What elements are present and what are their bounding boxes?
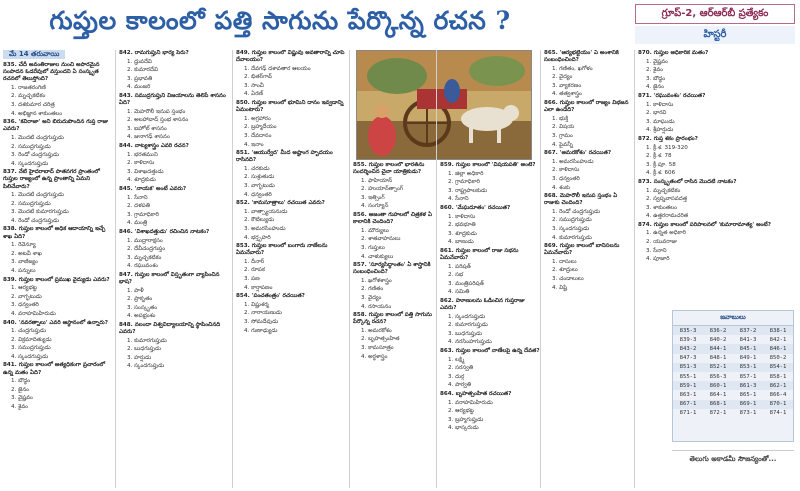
answer-row [673, 335, 793, 344]
answer-cell: 841-3 [739, 336, 757, 343]
question: 842. రామగుప్తుని భార్య పేరు? [119, 50, 189, 56]
question: 835. చేదీ అవంతిరాజుల నుంచి అపారమైన సంపాదన ఓడరేవులో వస్తుందని ఏ సంస్కృత రచనలో తెలుస్తోంది? [3, 62, 100, 83]
answer-row [673, 400, 793, 409]
answer-table [673, 326, 793, 418]
answer-cell: 837-2 [733, 326, 763, 335]
answer-cell: 840-2 [709, 336, 727, 343]
answer-option: 4. సంగ్యూన్ [361, 203, 389, 210]
answer-row [673, 363, 793, 372]
answer-option: 2. భవభూతి [448, 222, 476, 229]
answer-option: 3. వైద్యం [361, 295, 382, 301]
answer-option: 4. క్రీ.శ. 606 [646, 170, 676, 177]
answer-option: 2. కౌటిల్యుడు [244, 217, 275, 224]
question: 868. మెహరౌలీ ఇనుప స్తంభం ఏ రాజుకు చెందింది? [544, 193, 618, 207]
question: 852. 'కామసూత్రాలు' రచయిత ఎవరు? [236, 200, 325, 207]
answer-option: 4. భాస్కరుడు [448, 425, 479, 432]
answer-cell: 847-3 [679, 355, 697, 362]
answer-row [673, 381, 793, 390]
answer-option: 1. ధ్రువదేవి [127, 58, 152, 65]
answer-option: 1. వైష్ణవం [646, 58, 668, 65]
answer-option: 2. గణితం [361, 286, 384, 293]
answer-option: 3. విశాఖదత్తుడు [127, 168, 164, 175]
answer-option: 4. సేనాని [448, 196, 469, 203]
answer-option: 2. శాతవాహనులు [361, 236, 401, 243]
answer-option: 3. పణ [244, 276, 260, 283]
answer-option: 3. వాగ్భటుడు [244, 183, 275, 189]
answer-option: 1. అమరకోశం [361, 327, 392, 334]
question: 873. సంస్కృతంలో రాసిన మొదటి నాటకం? [638, 178, 737, 185]
answer-option: 1. కుమారగుప్తుడు [127, 337, 167, 344]
question: 848. నలందా విశ్వవిద్యాలయాన్ని స్థాపించినది ఎవరు? [119, 322, 221, 336]
answer-option: 4. ధన్వంతరి [244, 191, 272, 198]
question: 859. గుప్తుల కాలంలో 'విషయపతి' అంటే? [440, 162, 536, 168]
answer-cell: 848-1 [709, 355, 727, 362]
answer-option: 1. ఉన్నత అధికారి [646, 230, 686, 237]
answer-cell: 864-1 [709, 391, 727, 398]
answer-option: 1. లక్ష్మి [448, 356, 465, 363]
answer-option: 2. వాగ్భటుడు [11, 293, 42, 300]
answer-option: 1. జిల్లా అధికారి [448, 170, 484, 177]
answer-row [673, 344, 793, 353]
answer-cell: 873-1 [739, 410, 757, 417]
answer-option: 2. శూద్రులు [552, 267, 578, 274]
answer-option: 4. అభిజ్ఞాన శాకుంతలం [11, 110, 63, 117]
answer-option: 3. స్కందగుప్తుడు [552, 225, 590, 232]
answer-option: 4. మంత్రి [127, 220, 148, 227]
answer-option: 2. యువరాజు [646, 239, 677, 246]
answer-option: 4. తత్వశాస్త్రం [552, 91, 582, 98]
question: 855. గుప్తుల కాలంలో భారత్‌ను సందర్శించిన చైనా యాత్రికుడు? [353, 162, 425, 176]
question-column-4 [353, 162, 435, 488]
answer-option: 4. జైనం [646, 84, 664, 91]
answer-cell: 835-3 [673, 326, 703, 335]
badge-line2: హిస్టరీ [635, 26, 795, 44]
answer-option: 1. వరాహమిహిరుడు [448, 399, 493, 406]
answer-option: 3. సాంచీ [244, 82, 264, 89]
answer-row [673, 354, 793, 363]
answer-cell: 861-3 [733, 381, 763, 390]
answer-cell: 839-3 [679, 336, 697, 343]
answer-option: 2. రూపక [244, 267, 265, 274]
question: 837. నేటి హైదరాబాద్ పాతనగర ప్రాంతంలో గుప్తుల రాజ్యంలో ఉన్న ప్రాంతాన్ని ఏమని పిలిచేవారు? [3, 169, 100, 190]
answer-option: 3. మొదటి కుమారగుప్తుడు [11, 209, 69, 216]
answer-option: 2. ఆర్యభట్ట [448, 408, 474, 415]
question: 858. గుప్తుల కాలంలో పత్తి సాగును పేర్కొన్న రచన? [353, 312, 432, 326]
question: 854. 'పంచతంత్రం' రచయిత? [236, 293, 305, 300]
question: 874. గుప్తుల కాలంలో పరిపాలనలో 'కుమారామాత్య' అంటే? [638, 221, 771, 228]
answer-option: 3. బౌద్ధం [646, 75, 666, 82]
question: 865. 'ఆర్యభట్టీయం' ఏ అంశానికి సంబంధించింది? [544, 50, 619, 64]
question: 850. గుప్తుల కాలంలో భూమిని దానం ఇవ్వడాన్ని ఏమంటారు? [236, 100, 344, 114]
question: 846. 'విశాఖదత్తుడు' రచించిన నాటకం? [119, 228, 210, 235]
answer-cell: 860-1 [703, 381, 733, 390]
answer-option: 1. మొదటి చంద్రగుప్తుడు [11, 192, 64, 199]
answer-option: 3. మృచ్ఛకటికం [127, 254, 162, 261]
answer-option: 2. కుమారగుప్తుడు [448, 322, 488, 329]
answer-option: 1. విష్ణుశర్మ [244, 301, 269, 308]
answer-option: 2. అలహాబాద్ స్తంభ శాసనం [127, 117, 189, 124]
answer-option: 2. కుమారదేవి [127, 67, 158, 74]
answer-cell: 850-2 [769, 355, 787, 362]
answer-option: 3. అమరసింహుడు [244, 225, 286, 232]
answer-option: 1. పరిషత్ [448, 263, 471, 270]
answer-row [673, 372, 793, 381]
answer-option: 3. హర్షుడు [127, 354, 152, 361]
answer-cell: 842-1 [769, 336, 787, 343]
answer-option: 2. దళపతి [127, 203, 151, 210]
answer-option: 2. బుధగుప్తుడు [127, 346, 162, 353]
answer-key-title: జవాబులు [673, 311, 793, 326]
answer-option: 3. సంస్కృతం [127, 304, 158, 311]
answer-option: 2. సముద్రగుప్తుడు [552, 217, 592, 224]
headline: గుప్తుల కాలంలో పత్తి సాగును పేర్కొన్న రచన ? [49, 6, 511, 35]
answer-option: 2. బ్రహ్మదేయం [244, 124, 277, 131]
answer-option: 4. రసాయనం [361, 303, 392, 310]
continued-tag: మే 14 తరువాయి [3, 50, 65, 59]
answer-option: 2. క్రీ.శ. 78 [646, 153, 672, 160]
answer-option: 4. రెండో చంద్రగుప్తుడు [11, 217, 60, 224]
answer-cell: 874-1 [769, 410, 787, 417]
answer-option: 3. దేవదానం [244, 132, 272, 139]
answer-option: 1. స్కందగుప్తుడు [448, 313, 486, 320]
answer-row [673, 409, 793, 418]
answer-key [672, 310, 794, 442]
question: 864. బృహత్సంహిత రచయిత? [440, 391, 512, 398]
answer-option: 2. సభ [448, 272, 464, 279]
question: 856. అజంతా గుహలలో చిత్రకళ ఏ కాలానికి చెందింది? [353, 212, 432, 226]
answer-option: 1. ఫాహియాన్ [361, 177, 393, 184]
question: 867. 'అమరకోశం' రచయిత? [544, 150, 612, 157]
badge-line1: గ్రూప్-2, ఆర్ఆర్‌బీ ప్రత్యేకం [635, 4, 795, 24]
answer-option: 1. గణితం, ఖగోళం [552, 65, 593, 72]
answer-option: 3. సముద్రగుప్తుడు [11, 345, 51, 352]
answer-option: 1. భరతముని [127, 151, 158, 158]
question: 839. గుప్తుల కాలంలో ప్రముఖ వైద్యుడు ఎవరు? [3, 276, 110, 283]
answer-cell: 845-1 [733, 344, 763, 353]
answer-option: 3. మాఘుడు [646, 118, 675, 125]
question: 872. గుప్త శకం ప్రారంభం? [638, 135, 698, 142]
answer-option: 3. గ్రామం [552, 132, 573, 139]
question: 838. గుప్తుల కాలంలో అధిక ఆదాయాన్ని ఇచ్చే శాఖ ఏది? [3, 226, 106, 240]
answer-option: 1. చరకుడు [244, 165, 270, 172]
answer-option: 1. ఆర్యభట్ట [11, 285, 37, 292]
question: 843. సముద్రగుప్తుని విజయాలను తెలిపే శాసనం ఏది? [119, 92, 226, 107]
answer-row [673, 326, 793, 335]
question: 847. గుప్తుల కాలంలో విస్తృతంగా వ్యాపించిన భాష? [119, 271, 220, 286]
answer-option: 3. సోమదేవుడు [244, 319, 279, 325]
answer-option: 1. ఖగోళశాస్త్రం [361, 277, 392, 284]
answer-option: 1. దాసులు [552, 258, 577, 265]
answer-option: 4. శంకు [552, 184, 570, 191]
answer-option: 2. గ్రామాధికారి [448, 179, 480, 186]
question: 857. 'సూర్యసిద్ధాంతం' ఏ శాస్త్రానికి సంబంధించింది? [353, 262, 431, 276]
answer-row [673, 390, 793, 399]
question: 840. 'నవరత్నాలు' ఎవరి ఆస్థానంలో ఉన్నారు? [3, 319, 108, 326]
footer-credit: తెలుగు అకాడమీ సౌజన్యంతో... [672, 450, 794, 468]
question-column-7 [638, 50, 796, 305]
answer-option: 1. మృచ్ఛకటికం [646, 187, 681, 194]
answer-option: 2. జైనం [11, 386, 29, 393]
answer-option: 2. దేవీచంద్రగుప్తం [127, 246, 166, 253]
answer-option: 4. ఉత్తరరామచరిత [646, 213, 689, 220]
answer-option: 1. భుక్తి [552, 115, 569, 122]
answer-cell: 846-1 [763, 344, 793, 353]
answer-option: 4. చాళుక్యులు [361, 253, 394, 260]
answer-option: 4. అపభ్రంశం [127, 313, 156, 320]
answer-option: 3. రెండో చంద్రగుప్తుడు [11, 152, 60, 159]
answer-option: 3. గ్రామాధికారి [127, 211, 159, 218]
question: 869. గుప్తుల కాలంలో బానిసలను ఏమనేవారు? [544, 243, 620, 257]
question: 860. 'మేఘదూతం' రచయిత? [440, 204, 511, 211]
answer-option: 4. స్కందగుప్తుడు [127, 363, 165, 370]
answer-option: 4. పార్వతి [448, 382, 472, 389]
answer-option: 1. సేనాని [127, 194, 148, 201]
answer-option: 4. రఘువంశం [127, 263, 159, 270]
answer-cell: 851-3 [673, 363, 703, 372]
answer-option: 4. స్కందగుప్తుడు [11, 353, 49, 360]
answer-cell: 871-1 [679, 410, 697, 417]
answer-cell: 866-4 [769, 391, 787, 398]
question: 853. గుప్తుల కాలంలో బంగారు నాణేలను ఏమనేవారు? [236, 243, 328, 257]
answer-option: 1. దీనార్ [244, 258, 265, 265]
answer-option: 1. అమరసింహుడు [552, 158, 594, 165]
answer-option: 2. హుయాన్‌త్సాంగ్ [361, 186, 404, 193]
answer-option: 3. శూద్రకుడు [448, 230, 477, 237]
answer-option: 2. శైవం [646, 67, 664, 74]
answer-option: 4. గుణాఢ్యుడు [244, 327, 278, 334]
answer-option: 4. అర్థశాస్త్రం [361, 353, 388, 360]
answer-cell: 843-2 [673, 344, 703, 353]
section-badge [635, 4, 795, 44]
answer-option: 3. ఐహోల్ శాసనం [127, 125, 167, 132]
answer-option: 4. విష్టి [552, 284, 568, 291]
answer-option: 2. ప్రాకృతం [127, 296, 153, 303]
answer-cell: 844-1 [703, 344, 733, 353]
answer-option: 3. వైష్ణవం [11, 395, 33, 402]
answer-cell: 856-3 [709, 373, 727, 380]
question-column-2 [119, 50, 231, 488]
answer-option: 1. పాళీ [127, 287, 144, 294]
answer-cell: 870-1 [763, 400, 793, 409]
answer-option: 2. సుశ్రుతుడు [244, 174, 275, 181]
answer-option: 3. ప్రభావతి [127, 75, 153, 82]
answer-cell: 838-1 [763, 326, 793, 335]
answer-option: 2. భారవి [646, 110, 667, 117]
answer-option: 1. దేవగఢ్ దశావతార ఆలయం [244, 65, 311, 72]
answer-cell: 868-1 [703, 400, 733, 409]
answer-option: 3. ధన్వంతరి [11, 302, 39, 309]
answer-option: 3. మంత్రిపరిషత్ [448, 280, 484, 287]
answer-option: 2. సముద్రగుప్తుడు [11, 143, 51, 150]
answer-option: 4. మంజరి [127, 84, 151, 91]
answer-option: 3. బుధగుప్తుడు [448, 330, 483, 337]
answer-option: 2. మృచ్ఛకటికం [11, 93, 46, 100]
question: 861. గుప్తుల కాలంలో రాజు సభను ఏమనేవారు? [440, 247, 519, 262]
answer-option: 2. వైద్యం [552, 74, 573, 81]
answer-option: 3. క్రీ.పూ. 58 [646, 161, 676, 168]
answer-option: 3. ధన్వంతరి [552, 175, 580, 182]
answer-cell: 859-1 [673, 381, 703, 390]
answer-option: 1. చంద్రగుప్తుడు [11, 328, 47, 335]
answer-option: 3. ఇత్సింగ్ [361, 194, 385, 201]
answer-option: 1. మౌర్యులు [361, 227, 389, 234]
answer-option: 3. దశకుమార చరిత్ర [11, 102, 55, 109]
answer-option: 1. వాత్స్యాయనుడు [244, 208, 288, 215]
answer-option: 3. రాష్ట్రపాలకుడు [448, 187, 488, 194]
answer-option: 2. విక్రమాదిత్యుడు [11, 336, 52, 343]
answer-cell: 857-1 [739, 373, 757, 380]
answer-option: 3. గుప్తులు [361, 244, 385, 251]
answer-option: 1. రాజతరంగిణి [11, 84, 46, 91]
answer-option: 4. శైవం [11, 403, 29, 410]
question: 862. హూణులను ఓడించిన గుప్తరాజు ఎవరు? [440, 298, 525, 312]
question-column-3 [236, 50, 348, 488]
answer-option: 3. బ్రహ్మగుప్తుడు [448, 416, 484, 423]
answer-option: 2. సముద్రగుప్తుడు [11, 200, 51, 207]
answer-option: 1. మెహరౌలీ ఇనుప స్తంభం [127, 108, 186, 115]
answer-option: 1. కాళిదాసు [646, 101, 674, 108]
answer-option: 4. శూద్రకుడు [127, 177, 156, 184]
answer-option: 1. రెండో చంద్రగుప్తుడు [552, 208, 601, 215]
answer-option: 4. వరాహమిహిరుడు [11, 310, 56, 317]
answer-option: 2. విషయ [552, 124, 575, 131]
answer-option: 1. బౌద్ధం [11, 378, 31, 385]
answer-option: 4. ఏరణ్ [244, 91, 264, 98]
answer-option: 4. స్కందగుప్తుడు [11, 160, 49, 167]
answer-option: 4. ఇనాం [244, 141, 264, 148]
answer-option: 4. కార్షాపణం [244, 284, 273, 291]
answer-option: 3. వాణిజ్యం [11, 259, 38, 266]
question: 871. 'రఘువంశం' రచయిత? [638, 92, 706, 99]
answer-option: 1. అగ్రహారం [244, 115, 271, 122]
question-column-5 [440, 162, 540, 488]
answer-cell: 849-1 [739, 355, 757, 362]
answer-option: 1. రెవెన్యూ [11, 242, 36, 249]
question-column-6 [544, 50, 634, 488]
answer-option: 1. ముద్రారాక్షసం [127, 237, 163, 244]
answer-option: 2. స్వప్నవాసవదత్త [646, 196, 688, 203]
answer-cell: 863-1 [679, 391, 697, 398]
question: 841. గుప్తుల కాలంలో అత్యధికంగా ప్రచారంలో ఉన్న మతం ఏది? [3, 362, 106, 376]
answer-cell: 869-1 [733, 400, 763, 409]
answer-cell: 854-1 [763, 363, 793, 372]
answer-option: 2. అటవీ శాఖ [11, 250, 42, 257]
answer-option: 4. బాణుడు [448, 239, 474, 246]
answer-option: 4. నరసింహగుప్తుడు [448, 339, 492, 346]
question: 866. గుప్తుల కాలంలో రాజ్యం విభజన ఎలా ఉండేది? [544, 100, 629, 114]
answer-option: 3. సేనాని [646, 247, 667, 254]
answer-option: 2. బృహత్సంహిత [361, 336, 400, 343]
answer-option: 4. పైవన్నీ [552, 141, 573, 148]
answer-cell: 862-1 [763, 381, 793, 390]
question: 836. 'కవిరాజా' అని బిరుదుపొందిన గుప్త రాజు ఎవరు? [3, 119, 108, 133]
answer-option: 1. కాళిదాసు [448, 213, 476, 220]
answer-option: 2. కాళిదాసు [127, 160, 155, 167]
answer-cell: 836-2 [703, 326, 733, 335]
answer-cell: 872-1 [709, 410, 727, 417]
question: 863. గుప్తుల కాలంలో నాణేలపై ఉన్న దేవత? [440, 348, 540, 355]
question: 844. నాట్యశాస్త్రం ఎవరి రచన? [119, 143, 189, 150]
answer-option: 4. కుమారగుప్తుడు [552, 234, 592, 241]
answer-option: 3. శాకుంతలం [646, 204, 677, 211]
answer-option: 1. మొదటి చంద్రగుప్తుడు [11, 134, 64, 141]
answer-option: 3. చండాలులు [552, 276, 584, 283]
answer-cell: 855-1 [679, 373, 697, 380]
answer-option: 1. క్రీ.శ. 319-320 [646, 144, 688, 151]
question: 851. 'ఆయుర్వేద' మీద అష్టాంగ హృదయం రాసినది? [236, 150, 333, 164]
answer-option: 2. కాళిదాసు [552, 167, 580, 174]
answer-option: 4. శ్రీహర్షుడు [646, 127, 674, 134]
answer-option: 3. దుర్గ [448, 373, 465, 380]
answer-option: 4. జునాగఢ్ శాసనం [127, 134, 170, 141]
answer-cell: 858-1 [769, 373, 787, 380]
question: 845. 'నాయక' అంటే ఎవరు? [119, 186, 187, 192]
answer-cell: 853-1 [733, 363, 763, 372]
answer-option: 4. పూజారి [646, 256, 670, 263]
answer-option: 2. భితర్‌గావ్ [244, 74, 273, 81]
question: 849. గుప్తుల కాలంలో విష్ణువు అవతారాన్ని చూపే దేవాలయం? [236, 50, 345, 64]
answer-cell: 852-1 [703, 363, 733, 372]
question: 870. గుప్తుల అధికారిక మతం? [638, 50, 709, 56]
answer-option: 4. సమితి [448, 289, 470, 296]
answer-option: 3. వ్యాకరణం [552, 82, 582, 89]
answer-option: 2. సరస్వతి [448, 365, 474, 372]
question-column-1 [3, 50, 113, 488]
answer-option: 2. నారాయణుడు [244, 310, 282, 317]
answer-cell: 867-1 [673, 400, 703, 409]
answer-option: 4. భర్తృహరి [244, 234, 271, 241]
answer-cell: 865-1 [739, 391, 757, 398]
answer-option: 4. పన్నులు [11, 267, 36, 274]
answer-option: 3. కామసూత్రం [361, 345, 394, 352]
